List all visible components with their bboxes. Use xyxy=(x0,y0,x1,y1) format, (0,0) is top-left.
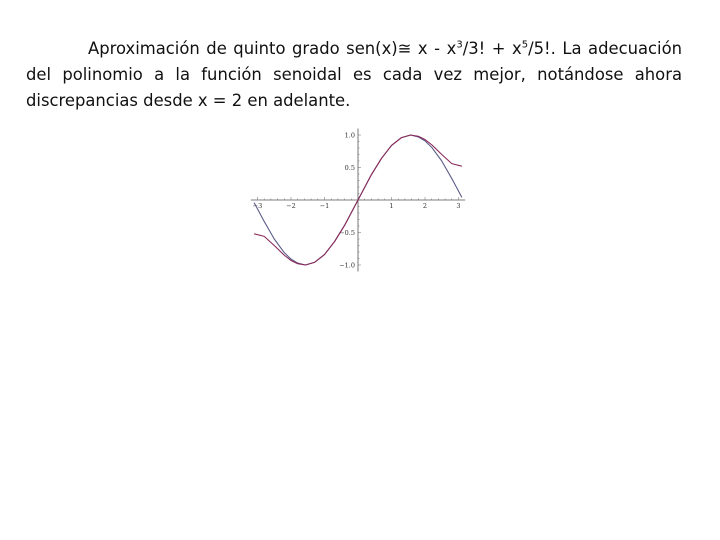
text-part-3: /3! + x xyxy=(462,39,522,58)
approx-symbol: ≅ xyxy=(397,39,412,58)
y-tick-label: −1.0 xyxy=(339,261,355,270)
description-paragraph xyxy=(26,36,682,114)
x-tick-label: −1 xyxy=(319,202,330,210)
sine-approximation-chart xyxy=(244,124,474,274)
x-tick-label: 1 xyxy=(389,202,394,210)
y-tick-label: 0.5 xyxy=(344,163,355,172)
y-tick-label: −0.5 xyxy=(339,228,355,237)
text-part-4: /5!. La adecuación del polinomio a la función senoidal es cada vez mejor, notándose ahora discrepancias desde x = 2 en adelante. xyxy=(26,39,682,110)
text-part-2: x - x xyxy=(411,39,457,58)
y-tick-label: 1.0 xyxy=(344,131,355,140)
exponent-5: 5 xyxy=(521,39,529,51)
text-part-1: Aproximación de quinto grado sen(x) xyxy=(88,39,398,58)
x-tick-label: 2 xyxy=(422,202,428,210)
x-tick-label: −2 xyxy=(286,202,296,210)
x-tick-label: −3 xyxy=(252,202,263,210)
exponent-3: 3 xyxy=(456,39,463,51)
x-tick-label: 3 xyxy=(456,202,461,210)
